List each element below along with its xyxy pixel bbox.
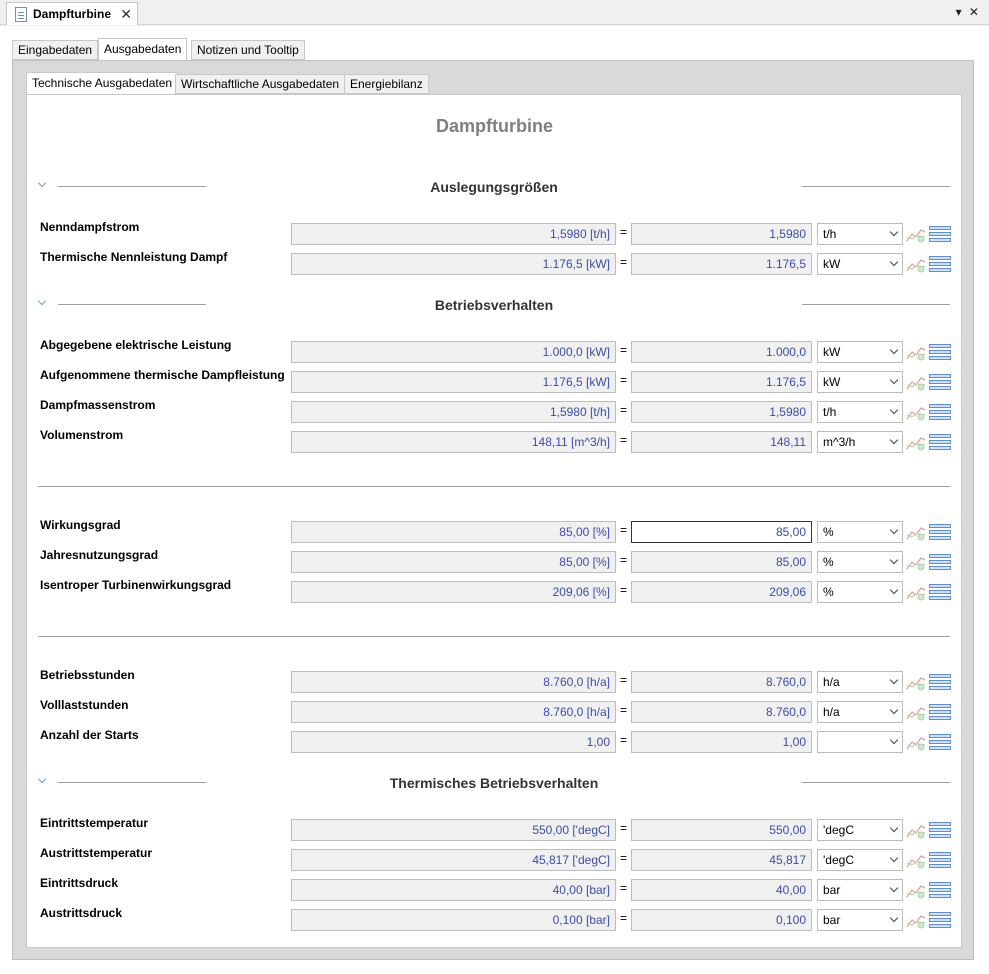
converted-value-field[interactable]: 1,5980 — [631, 401, 812, 423]
equals-sign: = — [620, 523, 628, 537]
unit-select[interactable] — [817, 849, 903, 871]
value-field[interactable]: 1,5980 [t/h] — [291, 223, 616, 245]
converted-value-field[interactable]: 85,00 — [631, 521, 812, 543]
row-label: Nenndampfstrom — [40, 220, 140, 234]
unit-select[interactable] — [817, 909, 903, 931]
editor-tab-title: Dampfturbine — [33, 7, 111, 21]
converted-value-field[interactable]: 45,817 — [631, 849, 812, 871]
data-row — [40, 728, 952, 753]
data-row — [40, 578, 952, 603]
value-field[interactable]: 209,06 [%] — [291, 581, 616, 603]
list-menu-icon[interactable] — [929, 881, 951, 899]
unit-select[interactable] — [817, 879, 903, 901]
chevron-down-icon — [890, 346, 898, 354]
value-field[interactable]: 550,00 ['degC] — [291, 819, 616, 841]
converted-value-field[interactable]: 1,5980 — [631, 223, 812, 245]
equals-sign: = — [620, 225, 628, 239]
list-menu-icon[interactable] — [929, 255, 951, 273]
list-menu-icon[interactable] — [929, 851, 951, 869]
equals-sign: = — [620, 255, 628, 269]
chevron-down-icon — [890, 884, 898, 892]
equals-sign: = — [620, 881, 628, 895]
converted-value-field[interactable]: 1.176,5 — [631, 371, 812, 393]
equals-sign: = — [620, 851, 628, 865]
section-betriebsverhalten — [38, 298, 950, 318]
data-row — [40, 816, 952, 841]
list-menu-icon[interactable] — [929, 403, 951, 421]
equals-sign: = — [620, 673, 628, 687]
chevron-down-icon — [890, 526, 898, 534]
tab-eingabedaten[interactable]: Eingabedaten — [12, 40, 98, 60]
row-label: Eintrittsdruck — [40, 876, 119, 890]
value-field[interactable]: 1.176,5 [kW] — [291, 253, 616, 275]
divider — [802, 304, 950, 305]
converted-value-field[interactable]: 1.000,0 — [631, 341, 812, 363]
tab-energiebilanz[interactable]: Energiebilanz — [344, 74, 429, 94]
chevron-down-icon — [890, 228, 898, 236]
row-label: Eintrittstemperatur — [40, 816, 149, 830]
list-menu-icon[interactable] — [929, 733, 951, 751]
unit-value: h/a — [823, 675, 840, 689]
tab-technische-ausgabedaten[interactable]: Technische Ausgabedaten — [26, 72, 178, 95]
equals-sign: = — [620, 373, 628, 387]
section-label: Thermisches Betriebsverhalten — [389, 775, 599, 791]
data-row — [40, 518, 952, 543]
unit-select[interactable] — [817, 253, 903, 275]
row-label: Abgegebene elektrische Leistung — [40, 338, 232, 352]
chevron-down-icon — [890, 736, 898, 744]
trend-chart-icon[interactable] — [906, 583, 926, 601]
value-field[interactable]: 45,817 ['degC] — [291, 849, 616, 871]
data-row — [40, 368, 952, 393]
document-icon — [15, 7, 27, 22]
unit-value: kW — [823, 257, 841, 271]
section-auslegungsgroessen — [38, 180, 950, 200]
row-label: Austrittstemperatur — [40, 846, 153, 860]
unit-value: kW — [823, 345, 841, 359]
chevron-down-icon — [890, 854, 898, 862]
value-field[interactable]: 8.760,0 [h/a] — [291, 671, 616, 693]
equals-sign: = — [620, 911, 628, 925]
trend-chart-icon[interactable] — [906, 673, 926, 691]
page-title: Dampfturbine — [436, 116, 553, 136]
data-row — [40, 338, 952, 363]
unit-select[interactable] — [817, 521, 903, 543]
trend-chart-icon[interactable] — [906, 523, 926, 541]
data-row — [40, 398, 952, 423]
unit-value: bar — [823, 883, 841, 897]
unit-value: % — [823, 525, 834, 539]
value-field[interactable]: 85,00 [%] — [291, 521, 616, 543]
equals-sign: = — [620, 733, 628, 747]
trend-chart-icon[interactable] — [906, 373, 926, 391]
section-thermisches-betriebsverhalten — [38, 776, 950, 796]
chevron-down-icon — [890, 436, 898, 444]
row-label: Dampfmassenstrom — [40, 398, 156, 412]
unit-select[interactable] — [817, 819, 903, 841]
row-label: Anzahl der Starts — [40, 728, 139, 742]
equals-sign: = — [620, 343, 628, 357]
value-field[interactable]: 8.760,0 [h/a] — [291, 701, 616, 723]
divider — [802, 186, 950, 187]
equals-sign: = — [620, 433, 628, 447]
trend-chart-icon[interactable] — [906, 881, 926, 899]
chevron-down-icon — [890, 258, 898, 266]
list-menu-icon[interactable] — [929, 225, 951, 243]
editor-tabbar — [0, 0, 989, 25]
trend-chart-icon[interactable] — [906, 343, 926, 361]
converted-value-field[interactable]: 550,00 — [631, 819, 812, 841]
row-label: Jahresnutzungsgrad — [40, 548, 159, 562]
unit-value: 'degC — [823, 853, 854, 867]
separator — [38, 636, 950, 637]
trend-chart-icon[interactable] — [906, 225, 926, 243]
converted-value-field[interactable]: 209,06 — [631, 581, 812, 603]
trend-chart-icon[interactable] — [906, 403, 926, 421]
data-row — [40, 876, 952, 901]
converted-value-field[interactable]: 40,00 — [631, 879, 812, 901]
unit-select[interactable] — [817, 401, 903, 423]
editor-tab-dampfturbine[interactable] — [6, 2, 138, 25]
unit-select[interactable] — [817, 731, 903, 753]
row-label: Isentroper Turbinenwirkungsgrad — [40, 578, 232, 592]
window-controls[interactable]: ▾ ✕ — [955, 5, 981, 19]
data-row — [40, 668, 952, 693]
section-label: Betriebsverhalten — [434, 297, 554, 313]
list-menu-icon[interactable] — [929, 821, 951, 839]
trend-chart-icon[interactable] — [906, 851, 926, 869]
unit-value: 'degC — [823, 823, 854, 837]
separator — [38, 486, 950, 487]
converted-value-field[interactable]: 85,00 — [631, 551, 812, 573]
unit-value: % — [823, 585, 834, 599]
trend-chart-icon[interactable] — [906, 733, 926, 751]
data-row — [40, 846, 952, 871]
unit-value: bar — [823, 913, 841, 927]
row-label: Volllaststunden — [40, 698, 129, 712]
data-row — [40, 220, 952, 245]
unit-select[interactable] — [817, 701, 903, 723]
data-row — [40, 548, 952, 573]
unit-value: kW — [823, 375, 841, 389]
list-menu-icon[interactable] — [929, 343, 951, 361]
data-row — [40, 250, 952, 275]
unit-select[interactable] — [817, 223, 903, 245]
chevron-down-icon — [890, 586, 898, 594]
equals-sign: = — [620, 583, 628, 597]
value-field[interactable]: 1,00 — [291, 731, 616, 753]
data-row — [40, 428, 952, 453]
trend-chart-icon[interactable] — [906, 433, 926, 451]
section-label: Auslegungsgrößen — [430, 179, 558, 195]
unit-value: h/a — [823, 705, 840, 719]
row-label: Volumenstrom — [40, 428, 124, 442]
list-menu-icon[interactable] — [929, 523, 951, 541]
unit-value: m^3/h — [823, 435, 856, 449]
converted-value-field[interactable]: 1.176,5 — [631, 253, 812, 275]
unit-value: t/h — [823, 405, 837, 419]
chevron-down-icon — [890, 824, 898, 832]
divider — [802, 782, 950, 783]
chevron-down-icon — [890, 376, 898, 384]
tab-ausgabedaten[interactable]: Ausgabedaten — [98, 38, 187, 61]
value-field[interactable]: 1.176,5 [kW] — [291, 371, 616, 393]
converted-value-field[interactable]: 8.760,0 — [631, 671, 812, 693]
value-field[interactable]: 1,5980 [t/h] — [291, 401, 616, 423]
converted-value-field[interactable]: 1,00 — [631, 731, 812, 753]
tab-wirtschaftliche-ausgabedaten[interactable]: Wirtschaftliche Ausgabedaten — [175, 74, 345, 94]
converted-value-field[interactable]: 148,11 — [631, 431, 812, 453]
row-label: Betriebsstunden — [40, 668, 135, 682]
chevron-down-icon — [890, 406, 898, 414]
trend-chart-icon[interactable] — [906, 703, 926, 721]
unit-select[interactable] — [817, 341, 903, 363]
equals-sign: = — [620, 821, 628, 835]
list-menu-icon[interactable] — [929, 703, 951, 721]
data-row — [40, 698, 952, 723]
unit-select[interactable] — [817, 581, 903, 603]
trend-chart-icon[interactable] — [906, 911, 926, 929]
chevron-down-icon — [890, 914, 898, 922]
list-menu-icon[interactable] — [929, 911, 951, 929]
value-field[interactable]: 40,00 [bar] — [291, 879, 616, 901]
row-label: Wirkungsgrad — [40, 518, 121, 532]
row-label: Aufgenommene thermische Dampfleistung — [40, 368, 285, 382]
trend-chart-icon[interactable] — [906, 255, 926, 273]
unit-select[interactable] — [817, 551, 903, 573]
chevron-down-icon — [890, 556, 898, 564]
list-menu-icon[interactable] — [929, 583, 951, 601]
data-row — [40, 906, 952, 931]
trend-chart-icon[interactable] — [906, 553, 926, 571]
list-menu-icon[interactable] — [929, 433, 951, 451]
list-menu-icon[interactable] — [929, 673, 951, 691]
equals-sign: = — [620, 403, 628, 417]
unit-select[interactable] — [817, 431, 903, 453]
converted-value-field[interactable]: 0,100 — [631, 909, 812, 931]
unit-value: % — [823, 555, 834, 569]
unit-value: t/h — [823, 227, 837, 241]
chevron-down-icon — [890, 706, 898, 714]
unit-select[interactable] — [817, 671, 903, 693]
list-menu-icon[interactable] — [929, 373, 951, 391]
value-field[interactable]: 85,00 [%] — [291, 551, 616, 573]
equals-sign: = — [620, 553, 628, 567]
converted-value-field[interactable]: 8.760,0 — [631, 701, 812, 723]
unit-select[interactable] — [817, 371, 903, 393]
value-field[interactable]: 0,100 [bar] — [291, 909, 616, 931]
equals-sign: = — [620, 703, 628, 717]
trend-chart-icon[interactable] — [906, 821, 926, 839]
chevron-down-icon — [890, 676, 898, 684]
row-label: Austrittsdruck — [40, 906, 123, 920]
value-field[interactable]: 148,11 [m^3/h] — [291, 431, 616, 453]
close-icon[interactable]: ✕ — [120, 6, 132, 22]
value-field[interactable]: 1.000,0 [kW] — [291, 341, 616, 363]
list-menu-icon[interactable] — [929, 553, 951, 571]
row-label: Thermische Nennleistung Dampf — [40, 250, 228, 264]
tab-notizen[interactable]: Notizen und Tooltip — [191, 40, 305, 60]
